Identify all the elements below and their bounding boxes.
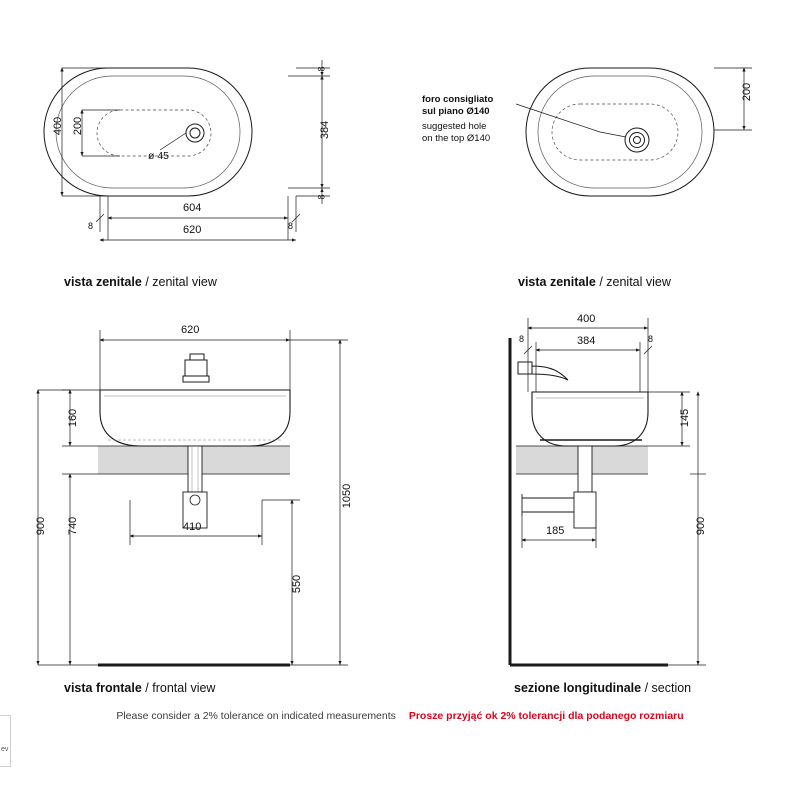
suggested-hole-callout xyxy=(422,94,493,145)
dim-section-185: 185 xyxy=(546,525,565,537)
caption-section-it: sezione longitudinale xyxy=(514,681,642,695)
dim-section-145: 145 xyxy=(679,408,692,428)
caption-zenital-right-it: vista zenitale xyxy=(518,275,596,289)
dim-section-400: 400 xyxy=(577,313,596,325)
tolerance-footer xyxy=(0,710,800,722)
dim-frontal-620: 620 xyxy=(181,324,200,336)
caption-zenital-left-it: vista zenitale xyxy=(64,275,142,289)
caption-frontal-en: / frontal view xyxy=(145,681,216,695)
caption-frontal xyxy=(64,681,215,695)
zenital-view-right-geometry xyxy=(516,68,714,196)
callout-line-2: sul piano Ø140 xyxy=(422,106,490,117)
caption-zenital-left xyxy=(64,275,217,289)
dim-section-900: 900 xyxy=(695,516,708,536)
caption-section xyxy=(514,681,691,695)
dim-zenital-left-620: 620 xyxy=(183,224,202,236)
dim-zenital-left-200: 200 xyxy=(72,116,85,136)
dim-frontal-900: 900 xyxy=(35,516,48,536)
dim-zenital-left-400: 400 xyxy=(52,116,65,136)
caption-zenital-right-en: / zenital view xyxy=(599,275,671,289)
dim-zenital-left-hole: ø 45 xyxy=(148,150,170,162)
dim-frontal-550: 550 xyxy=(291,574,304,594)
dim-frontal-160: 160 xyxy=(67,408,80,428)
dim-zenital-left-edge-right-8: 8 xyxy=(288,221,294,231)
dim-section-edge-right-8: 8 xyxy=(648,334,654,344)
dim-section-384: 384 xyxy=(577,335,596,347)
dim-frontal-1050: 1050 xyxy=(341,483,354,509)
dim-frontal-740: 740 xyxy=(67,516,80,536)
section-view-geometry xyxy=(510,338,668,665)
caption-section-en: / section xyxy=(644,681,692,695)
page-corner-mark xyxy=(0,715,11,767)
page-corner-mark-text: ev xyxy=(1,746,9,753)
dim-zenital-left-604: 604 xyxy=(183,202,202,214)
dim-zenital-left-top-8: 8 xyxy=(316,66,327,72)
callout-line-4: on the top Ø140 xyxy=(422,133,491,144)
dim-zenital-left-edge-left-8: 8 xyxy=(88,221,94,231)
dim-zenital-left-384: 384 xyxy=(319,120,332,140)
dim-frontal-410: 410 xyxy=(183,521,202,533)
frontal-view-geometry xyxy=(98,354,290,665)
dim-zenital-left-bottom-8: 8 xyxy=(316,194,327,200)
callout-line-3: suggested hole xyxy=(422,121,487,132)
callout-line-1: foro consigliato xyxy=(422,94,494,105)
tolerance-footer-pl: Prosze przyjąć ok 2% tolerancji dla podanego rozmiaru xyxy=(408,710,684,722)
caption-zenital-right xyxy=(518,275,671,289)
dim-zenital-right-200: 200 xyxy=(741,82,754,102)
caption-zenital-left-en: / zenital view xyxy=(145,275,217,289)
caption-frontal-it: vista frontale xyxy=(64,681,142,695)
tolerance-footer-en: Please consider a 2% tolerance on indicated measurements xyxy=(116,710,396,722)
dim-section-edge-left-8: 8 xyxy=(519,334,525,344)
